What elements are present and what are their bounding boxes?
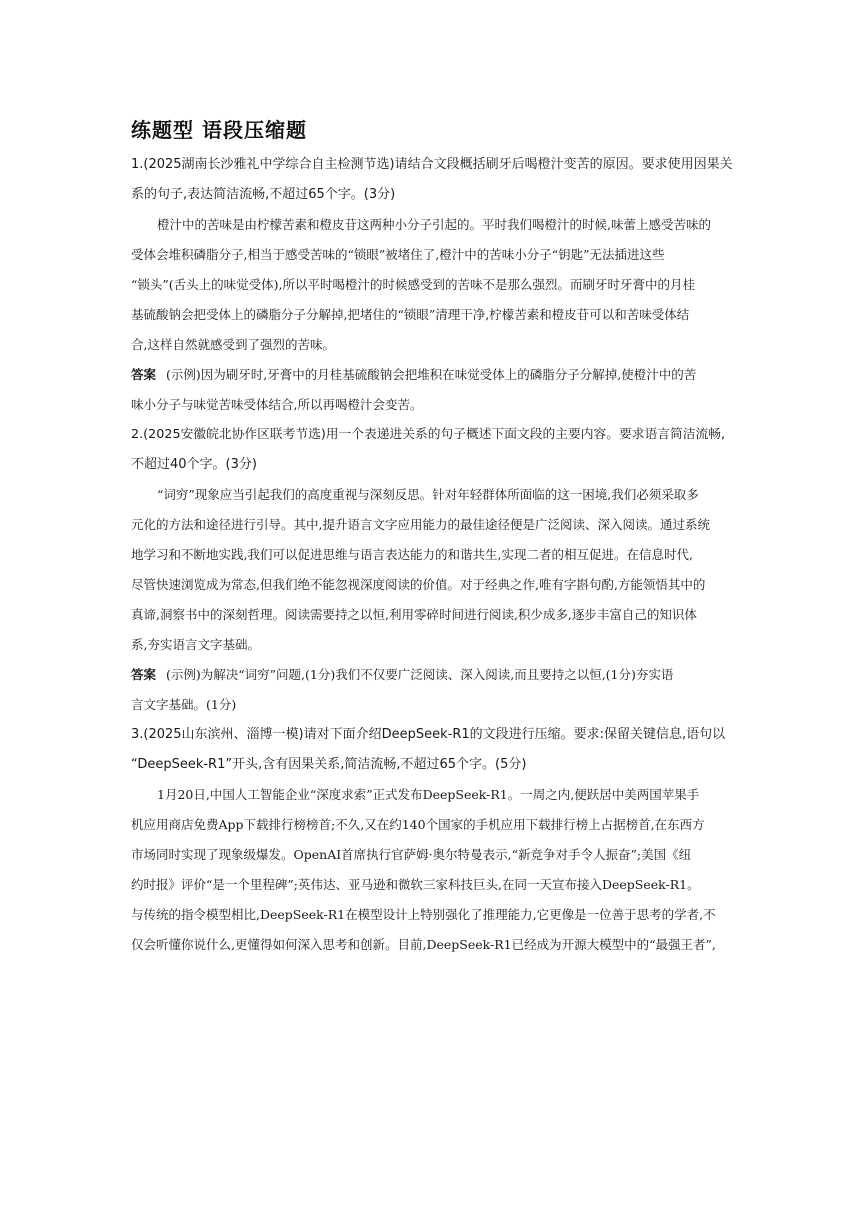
question-2-passage-line: 尽管快速浏览成为常态,但我们绝不能忽视深度阅读的价值。对于经典之作,唯有字斟句酌,方能领悟其中的	[131, 577, 706, 592]
document-content	[131, 150, 735, 960]
question-1-answer-line	[131, 360, 735, 390]
question-2-passage-line: “词穷”现象应当引起我们的高度重视与深刻反思。针对年轻群体所面临的这一困境,我们必须采取多	[157, 487, 699, 502]
question-1-prompt-line: 1.(2025湖南长沙雅礼中学综合自主检测节选)请结合文段概括刷牙后喝橙汁变苦的原因。要求使用因果关	[131, 157, 733, 172]
question-2-answer-line: 言文字基础。(1分)	[131, 697, 237, 712]
answer-label: 答案	[131, 367, 157, 382]
question-2-answer-line	[131, 660, 735, 690]
question-2-prompt-line: 不超过40个字。(3分)	[131, 457, 257, 472]
question-1-passage-line: 合,这样自然就感受到了强烈的苦味。	[131, 337, 335, 352]
question-3-passage-line: 与传统的指令模型相比,DeepSeek-R1在模型设计上特别强化了推理能力,它更像是一位善于思考的学者,不	[131, 907, 716, 922]
question-2-passage-line: 系,夯实语言文字基础。	[131, 637, 260, 652]
question-1-passage-line: 基硫酸钠会把受体上的磷脂分子分解掉,把堵住的“锁眼”清理干净,柠檬苦素和橙皮苷可以和苦味受体结	[131, 307, 690, 322]
question-3-prompt-line: “DeepSeek-R1”开头,含有因果关系,简洁流畅,不超过65个字。(5分)	[131, 757, 527, 772]
question-3-passage-line: 机应用商店免费App下载排行榜榜首;不久,又在约140个国家的手机应用下载排行榜上占据榜首,在东西方	[131, 817, 705, 832]
question-1-passage-line: 受体会堆积磷脂分子,相当于感受苦味的“锁眼”被堵住了,橙汁中的苦味小分子“钥匙”无法插进这些	[131, 247, 665, 262]
answer-label: 答案	[131, 667, 157, 682]
question-2-prompt-line: 2.(2025安徽皖北协作区联考节选)用一个表递进关系的句子概述下面文段的主要内容。要求语言简洁流畅,	[131, 427, 726, 442]
question-3-passage-line: 市场同时实现了现象级爆发。OpenAI首席执行官萨姆·奥尔特曼表示,“新竞争对手令人振奋”;美国《纽	[131, 847, 692, 862]
page-title: 练题型 语段压缩题	[131, 118, 307, 142]
question-3-prompt-line: 3.(2025山东滨州、淄博一模)请对下面介绍DeepSeek-R1的文段进行压缩。要求:保留关键信息,语句以	[131, 727, 726, 742]
question-2-passage-line: 真谛,洞察书中的深刻哲理。阅读需要持之以恒,利用零碎时间进行阅读,积少成多,逐步丰富自己的知识体	[131, 607, 697, 622]
answer-text: (示例)因为刷牙时,牙膏中的月桂基硫酸钠会把堆积在味觉受体上的磷脂分子分解掉,使橙汁中的苦	[166, 367, 697, 382]
question-3-passage-line: 1月20日,中国人工智能企业“深度求索”正式发布DeepSeek-R1。一周之内,便跃居中美两国苹果手	[157, 787, 700, 802]
question-3	[131, 720, 735, 960]
question-2-passage-line: 元化的方法和途径进行引导。其中,提升语言文字应用能力的最佳途径便是广泛阅读、深入阅读。通过系统	[131, 517, 710, 532]
question-2-passage-line: 地学习和不断地实践,我们可以促进思维与语言表达能力的和谐共生,实现二者的相互促进。在信息时代,	[131, 547, 693, 562]
question-1-passage-line: “锁头”(舌头上的味觉受体),所以平时喝橙汁的时候感受到的苦味不是那么强烈。而刷牙时牙膏中的月桂	[131, 277, 696, 292]
question-1-answer-line: 味小分子与味觉苦味受体结合,所以再喝橙汁会变苦。	[131, 397, 423, 412]
question-1-prompt-line: 系的句子,表达简洁流畅,不超过65个字。(3分)	[131, 187, 396, 202]
question-3-passage-line: 约时报》评价“是一个里程碑”;英伟达、亚马逊和微软三家科技巨头,在同一天宣布接入DeepSeek-R1。	[131, 877, 700, 892]
answer-text: (示例)为解决“词穷”问题,(1分)我们不仅要广泛阅读、深入阅读,而且要持之以恒,(1分)夯实语	[166, 667, 674, 682]
question-1	[131, 150, 735, 420]
question-1-passage-line: 橙汁中的苦味是由柠檬苦素和橙皮苷这两种小分子引起的。平时我们喝橙汁的时候,味蕾上感受苦味的	[157, 217, 711, 232]
question-2	[131, 420, 735, 720]
question-3-passage-line: 仅会听懂你说什么,更懂得如何深入思考和创新。目前,DeepSeek-R1已经成为开源大模型中的“最强王者”,	[131, 937, 716, 952]
